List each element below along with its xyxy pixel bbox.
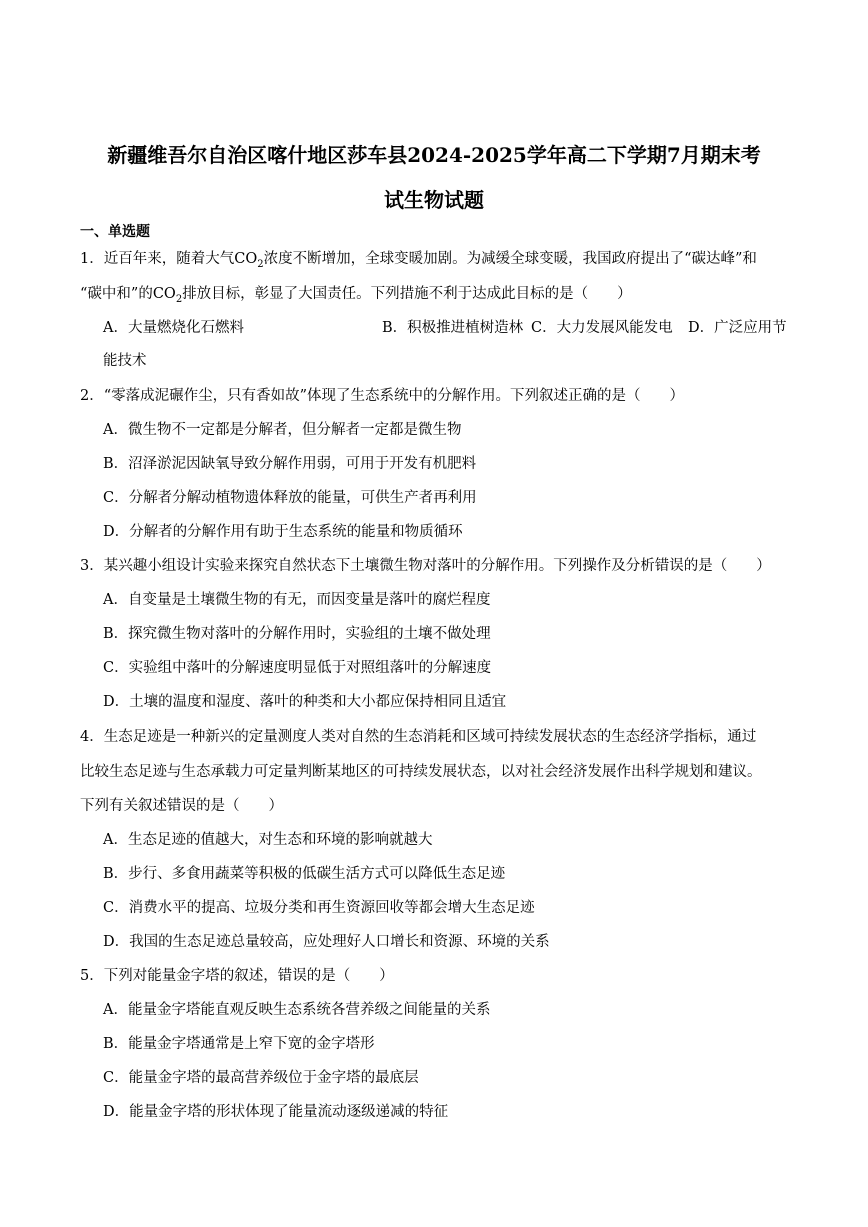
question-1-stem-line-1 (80, 249, 757, 269)
question-1-option-d: D．广泛应用节 (688, 320, 787, 336)
question-1-option-a: A．大量燃烧化石燃料 (103, 320, 244, 336)
question-5-option-c: C．能量金字塔的最高营养级位于金字塔的最底层 (103, 1070, 419, 1086)
question-2-option-d: D．分解者的分解作用有助于生态系统的能量和物质循环 (103, 524, 463, 540)
question-2-option-a: A．微生物不一定都是分解者，但分解者一定都是微生物 (103, 422, 462, 438)
question-4-option-c: C．消费水平的提高、垃圾分类和再生资源回收等都会增大生态足迹 (103, 900, 535, 916)
question-3-option-a: A．自变量是土壤微生物的有无，而因变量是落叶的腐烂程度 (103, 592, 491, 608)
question-1-option-b: B．积极推进植树造林 (382, 320, 524, 336)
question-3-option-b: B．探究微生物对落叶的分解作用时，实验组的土壤不做处理 (103, 626, 491, 642)
question-1-text: 排放目标，彰显了大国责任。下列措施不利于达成此目标的是（ ） (182, 286, 632, 302)
question-1-option-c: C．大力发展风能发电 (531, 320, 673, 336)
question-3-option-c: C．实验组中落叶的分解速度明显低于对照组落叶的分解速度 (103, 660, 492, 676)
question-5-option-b: B．能量金字塔通常是上窄下宽的金字塔形 (103, 1036, 375, 1052)
document-title-line-2: 试生物试题 (384, 188, 484, 212)
question-1-text: 1．近百年来，随着大气CO (80, 251, 258, 267)
question-4-option-d: D．我国的生态足迹总量较高，应处理好人口增长和资源、环境的关系 (103, 934, 550, 950)
question-4-option-a: A．生态足迹的值越大，对生态和环境的影响就越大 (103, 832, 433, 848)
question-5-option-a: A．能量金字塔能直观反映生态系统各营养级之间能量的关系 (103, 1002, 491, 1018)
question-5-stem: 5．下列对能量金字塔的叙述，错误的是（ ） (80, 968, 394, 984)
question-4-stem-line-1: 4．生态足迹是一种新兴的定量测度人类对自然的生态消耗和区域可持续发展状态的生态经济学指标，通过 (80, 729, 757, 745)
question-3-stem: 3．某兴趣小组设计实验来探究自然状态下土壤微生物对落叶的分解作用。下列操作及分析错误的是（ ） (80, 558, 771, 574)
question-2-stem: 2．“零落成泥碾作尘，只有香如故”体现了生态系统中的分解作用。下列叙述正确的是（ ） (80, 388, 685, 404)
question-2-option-c: C．分解者分解动植物遗体释放的能量，可供生产者再利用 (103, 490, 477, 506)
question-4-option-b: B．步行、多食用蔬菜等积极的低碳生活方式可以降低生态足迹 (103, 866, 506, 882)
question-1-text: “碳中和”的CO (80, 286, 176, 302)
question-1-stem-line-2 (80, 284, 632, 304)
question-1-option-d-continued: 能技术 (103, 353, 147, 369)
question-3-option-d: D．土壤的温度和湿度、落叶的种类和大小都应保持相同且适宜 (103, 694, 507, 710)
question-4-stem-line-3: 下列有关叙述错误的是（ ） (80, 798, 283, 814)
question-2-option-b: B．沼泽淤泥因缺氧导致分解作用弱，可用于开发有机肥料 (103, 456, 477, 472)
section-heading: 一、单选题 (80, 224, 150, 240)
question-5-option-d: D．能量金字塔的形状体现了能量流动逐级递减的特征 (103, 1104, 449, 1120)
question-1-text: 浓度不断增加，全球变暖加剧。为减缓全球变暖，我国政府提出了“碳达峰”和 (263, 251, 757, 267)
subscript: 2 (257, 258, 264, 270)
subscript: 2 (175, 293, 183, 305)
document-title-line-1: 新疆维吾尔自治区喀什地区莎车县2024-2025学年高二下学期7月期末考 (107, 143, 761, 167)
question-4-stem-line-2: 比较生态足迹与生态承载力可定量判断某地区的可持续发展状态，以对社会经济发展作出科学规划和建议。 (80, 764, 762, 780)
